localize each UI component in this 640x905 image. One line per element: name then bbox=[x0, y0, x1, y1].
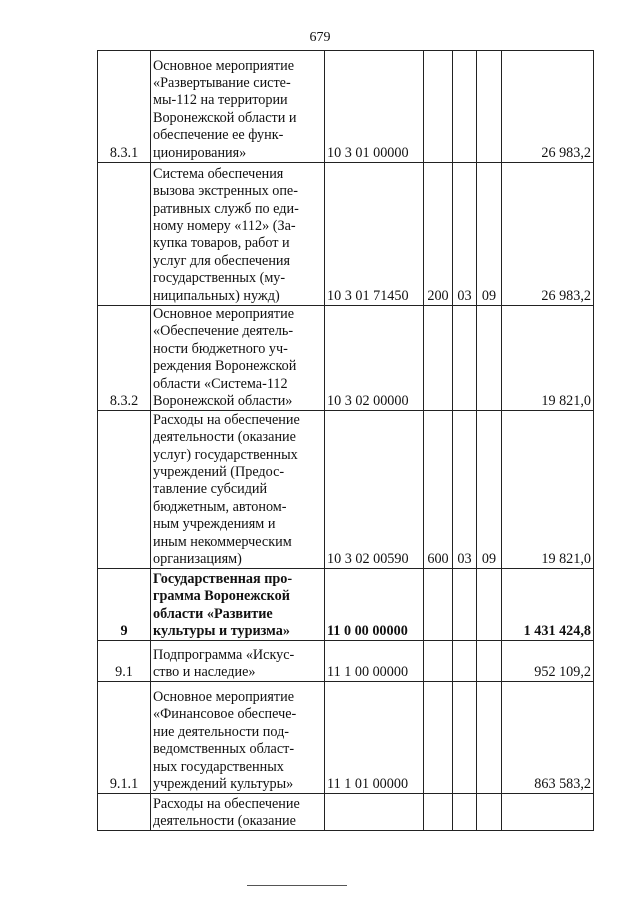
row-expense-type bbox=[424, 306, 453, 411]
row-sum: 19 821,0 bbox=[502, 306, 594, 411]
row-name: Государственная про- грамма Воронежской области «Развитие культуры и туризма» bbox=[151, 569, 325, 641]
row-number: 8.3.1 bbox=[98, 51, 151, 163]
row-name: Основное мероприятие «Финансовое обеспече- ние деятельности под- ведомственных област- ных государственных учреждений культуры» bbox=[151, 682, 325, 794]
row-name: Основное мероприятие «Обеспечение деятель- ности бюджетного уч- реждения Воронежской области «Система-112 Воронежской области» bbox=[151, 306, 325, 411]
footer-divider bbox=[247, 885, 347, 886]
row-target-code: 10 3 02 00000 bbox=[325, 306, 424, 411]
row-sum bbox=[502, 794, 594, 831]
row-subsection bbox=[477, 306, 502, 411]
table-row bbox=[98, 641, 594, 682]
row-expense-type: 200 bbox=[424, 163, 453, 306]
row-target-code bbox=[325, 794, 424, 831]
row-number: 9.1 bbox=[98, 641, 151, 682]
row-target-code: 11 1 01 00000 bbox=[325, 682, 424, 794]
row-sum: 19 821,0 bbox=[502, 411, 594, 569]
row-target-code: 10 3 02 00590 bbox=[325, 411, 424, 569]
row-name: Система обеспечения вызова экстренных опе- ративных служб по еди- ному номеру «112» (За- купка товаров, работ и услуг для обеспечения государственных (му- ниципальных) нужд) bbox=[151, 163, 325, 306]
row-subsection: 09 bbox=[477, 411, 502, 569]
row-number: 9.1.1 bbox=[98, 682, 151, 794]
row-sum: 1 431 424,8 bbox=[502, 569, 594, 641]
row-subsection bbox=[477, 51, 502, 163]
row-name: Расходы на обеспечение деятельности (оказание услуг) государственных учреждений (Предос- тавление субсидий бюджетным, автоном- ным учреждениям и иным некоммерческим организациям) bbox=[151, 411, 325, 569]
table-row bbox=[98, 569, 594, 641]
row-target-code: 10 3 01 71450 bbox=[325, 163, 424, 306]
table-row bbox=[98, 51, 594, 163]
row-expense-type bbox=[424, 569, 453, 641]
row-name: Подпрограмма «Искус- ство и наследие» bbox=[151, 641, 325, 682]
row-name: Основное мероприятие «Развертывание систе- мы-112 на территории Воронежской области и обеспечение ее функ- ционирования» bbox=[151, 51, 325, 163]
table-row bbox=[98, 411, 594, 569]
row-expense-type bbox=[424, 641, 453, 682]
row-target-code: 11 1 00 00000 bbox=[325, 641, 424, 682]
page-number: 679 bbox=[309, 30, 331, 45]
row-number bbox=[98, 411, 151, 569]
row-expense-type bbox=[424, 51, 453, 163]
row-target-code: 10 3 01 00000 bbox=[325, 51, 424, 163]
row-section bbox=[453, 51, 477, 163]
budget-table bbox=[97, 50, 594, 831]
row-subsection bbox=[477, 794, 502, 831]
row-name: Расходы на обеспечение деятельности (оказание bbox=[151, 794, 325, 831]
row-section: 03 bbox=[453, 411, 477, 569]
table-row bbox=[98, 306, 594, 411]
row-subsection bbox=[477, 569, 502, 641]
row-subsection bbox=[477, 682, 502, 794]
row-section: 03 bbox=[453, 163, 477, 306]
row-expense-type bbox=[424, 794, 453, 831]
row-target-code: 11 0 00 00000 bbox=[325, 569, 424, 641]
row-sum: 952 109,2 bbox=[502, 641, 594, 682]
row-number bbox=[98, 794, 151, 831]
row-sum: 863 583,2 bbox=[502, 682, 594, 794]
row-subsection bbox=[477, 641, 502, 682]
table-row bbox=[98, 163, 594, 306]
row-sum: 26 983,2 bbox=[502, 163, 594, 306]
row-sum: 26 983,2 bbox=[502, 51, 594, 163]
table-row bbox=[98, 794, 594, 831]
row-section bbox=[453, 794, 477, 831]
row-section bbox=[453, 682, 477, 794]
row-expense-type: 600 bbox=[424, 411, 453, 569]
row-section bbox=[453, 569, 477, 641]
row-number: 8.3.2 bbox=[98, 306, 151, 411]
table-row bbox=[98, 682, 594, 794]
row-number bbox=[98, 163, 151, 306]
row-section bbox=[453, 641, 477, 682]
row-subsection: 09 bbox=[477, 163, 502, 306]
row-section bbox=[453, 306, 477, 411]
row-number: 9 bbox=[98, 569, 151, 641]
row-expense-type bbox=[424, 682, 453, 794]
